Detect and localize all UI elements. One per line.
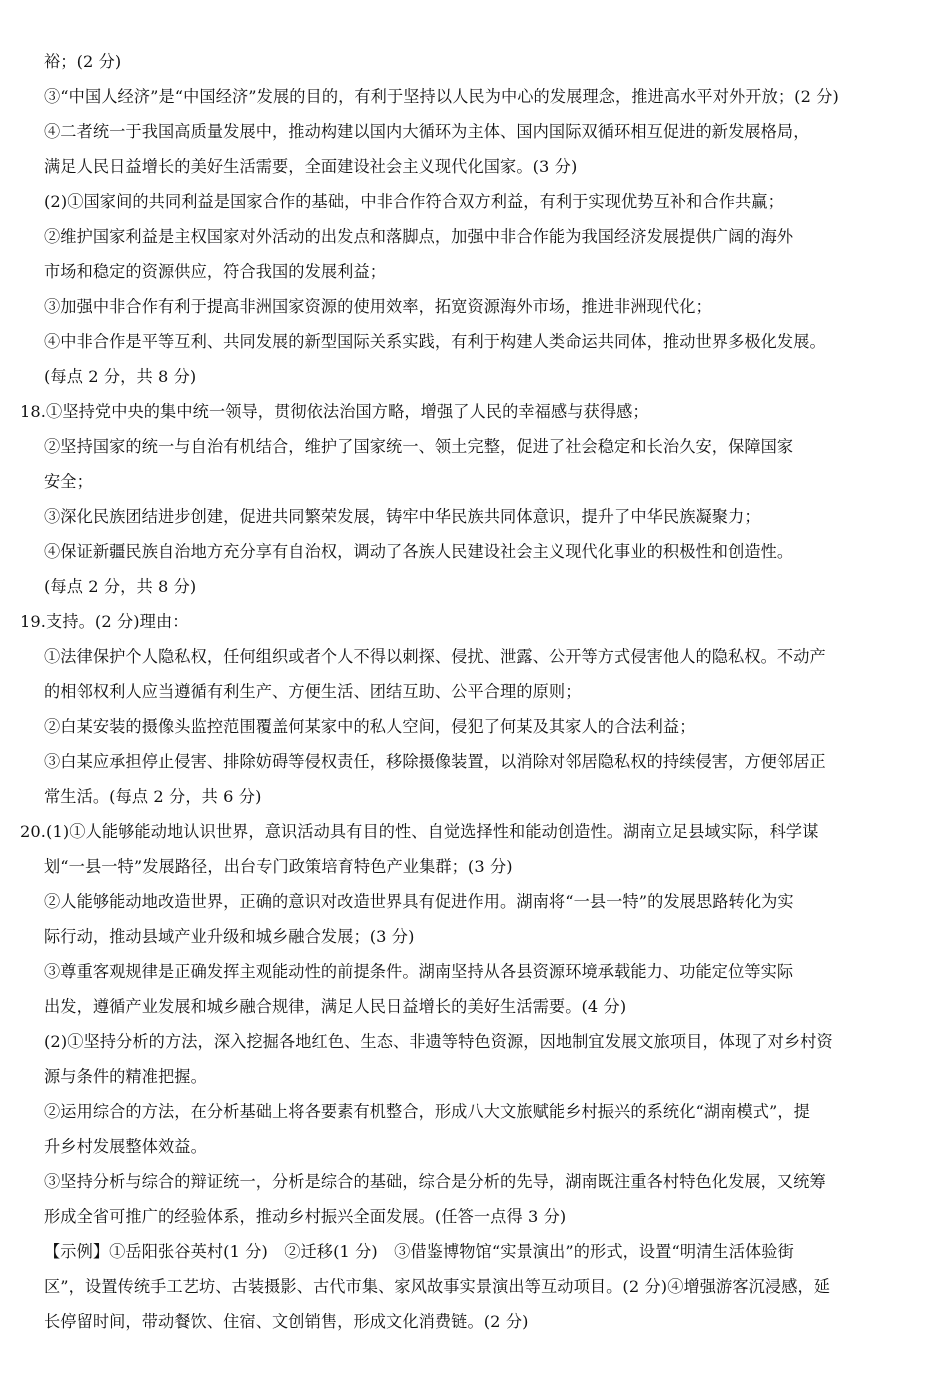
text-line: 常生活。(每点 2 分，共 6 分) <box>44 787 262 806</box>
text-line: ②维护国家利益是主权国家对外活动的出发点和落脚点，加强中非合作能为我国经济发展提供广阔的海外 <box>44 227 794 246</box>
text-line: 源与条件的精准把握。 <box>44 1067 207 1086</box>
text-line: ③白某应承担停止侵害、排除妨碍等侵权责任，移除摄像装置，以消除对邻居隐私权的持续侵害，方便邻居正 <box>44 752 826 771</box>
text-line: 的相邻权利人应当遵循有利生产、方便生活、团结互助、公平合理的原则； <box>44 682 582 701</box>
answer-document <box>0 44 950 1339</box>
text-line: 安全； <box>44 472 93 491</box>
text-line: 区”，设置传统手工艺坊、古装摄影、古代市集、家风故事实景演出等互动项目。(2 分)④增强游客沉浸感，延 <box>44 1277 831 1296</box>
text-line: ②运用综合的方法，在分析基础上将各要素有机整合，形成八大文旅赋能乡村振兴的系统化“湖南模式”，提 <box>44 1102 810 1121</box>
text-line: ③加强中非合作有利于提高非洲国家资源的使用效率，拓宽资源海外市场，推进非洲现代化； <box>44 297 712 316</box>
text-line: ②坚持国家的统一与自治有机结合，维护了国家统一、领土完整，促进了社会稳定和长治久安，保障国家 <box>44 437 794 456</box>
text-line: 升乡村发展整体效益。 <box>44 1137 207 1156</box>
text-line: 际行动，推动县域产业升级和城乡融合发展；(3 分) <box>44 927 415 946</box>
text-line: ④二者统一于我国高质量发展中，推动构建以国内大循环为主体、国内国际双循环相互促进的新发展格局， <box>44 122 810 141</box>
text-line: (2)①国家间的共同利益是国家合作的基础，中非合作符合双方利益，有利于实现优势互补和合作共赢； <box>44 192 784 211</box>
text-line: ④保证新疆民族自治地方充分享有自治权，调动了各族人民建设社会主义现代化事业的积极性和创造性。 <box>44 542 794 561</box>
text-line: 划“一县一特”发展路径，出台专门政策培育特色产业集群；(3 分) <box>44 857 513 876</box>
text-line: 裕；(2 分) <box>44 52 122 71</box>
text-line: ②人能够能动地改造世界，正确的意识对改造世界具有促进作用。湖南将“一县一特”的发展思路转化为实 <box>44 892 794 911</box>
text-line: 18.①坚持党中央的集中统一领导，贯彻依法治国方略，增强了人民的幸福感与获得感； <box>20 402 649 421</box>
text-line: 市场和稳定的资源供应，符合我国的发展利益； <box>44 262 387 281</box>
text-line: 出发，遵循产业发展和城乡融合规律，满足人民日益增长的美好生活需要。(4 分) <box>44 997 627 1016</box>
text-line: ②白某安装的摄像头监控范围覆盖何某家中的私人空间，侵犯了何某及其家人的合法利益； <box>44 717 696 736</box>
text-line: ①法律保护个人隐私权，任何组织或者个人不得以刺探、侵扰、泄露、公开等方式侵害他人的隐私权。不动产 <box>44 647 826 666</box>
text-line: ③尊重客观规律是正确发挥主观能动性的前提条件。湖南坚持从各县资源环境承载能力、功能定位等实际 <box>44 962 794 981</box>
text-line: (每点 2 分，共 8 分) <box>44 577 197 596</box>
text-line: ③深化民族团结进步创建，促进共同繁荣发展，铸牢中华民族共同体意识，提升了中华民族凝聚力； <box>44 507 761 526</box>
text-line: (2)①坚持分析的方法，深入挖掘各地红色、生态、非遗等特色资源，因地制宜发展文旅项目，体现了对乡村资 <box>44 1032 833 1051</box>
text-line: 20.(1)①人能够能动地认识世界，意识活动具有目的性、自觉选择性和能动创造性。湖南立足县域实际，科学谋 <box>20 822 819 841</box>
text-line: ③坚持分析与综合的辩证统一，分析是综合的基础，综合是分析的先导，湖南既注重各村特色化发展，又统筹 <box>44 1172 826 1191</box>
text-line: (每点 2 分，共 8 分) <box>44 367 197 386</box>
text-line: 满足人民日益增长的美好生活需要，全面建设社会主义现代化国家。(3 分) <box>44 157 578 176</box>
text-line: 形成全省可推广的经验体系，推动乡村振兴全面发展。(任答一点得 3 分) <box>44 1207 567 1226</box>
text-line: ④中非合作是平等互利、共同发展的新型国际关系实践，有利于构建人类命运共同体，推动世界多极化发展。 <box>44 332 826 351</box>
text-line: 19.支持。(2 分)理由： <box>20 612 189 631</box>
text-line: ③“中国人经济”是“中国经济”发展的目的，有利于坚持以人民为中心的发展理念，推进高水平对外开放；(2 分) <box>44 87 839 106</box>
text-line: 长停留时间，带动餐饮、住宿、文创销售，形成文化消费链。(2 分) <box>44 1312 529 1331</box>
text-line: 【示例】①岳阳张谷英村(1 分) ②迁移(1 分) ③借鉴博物馆“实景演出”的形式，设置“明清生活体验街 <box>44 1242 794 1261</box>
